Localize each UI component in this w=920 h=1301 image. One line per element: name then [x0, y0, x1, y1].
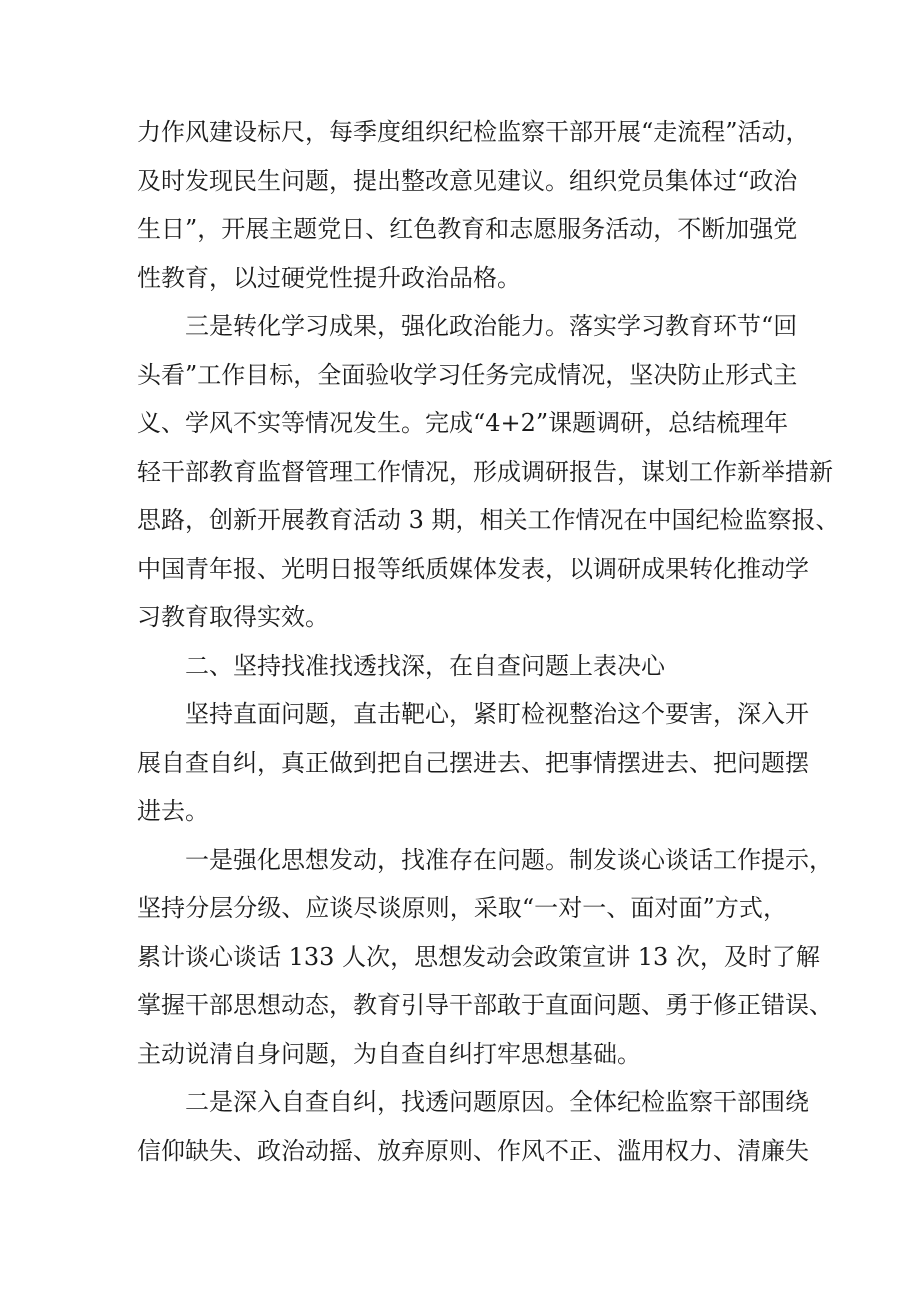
paragraph-party-education-cont	[137, 108, 810, 302]
text-line: 信仰缺失、政治动摇、放弃原则、作风不正、滥用权力、清廉失	[137, 1136, 809, 1165]
section-heading-two	[137, 642, 787, 691]
paragraph-learning-outcomes	[137, 302, 840, 642]
text-line: 展自查自纠，真正做到把自己摆进去、把事情摆进去、把问题摆	[137, 748, 809, 777]
document-body	[137, 108, 840, 1175]
text-line: 累计谈心谈话 133 人次，思想发动会政策宣讲 13 次，及时了解	[137, 942, 820, 971]
text-line: 进去。	[137, 797, 209, 825]
section-heading: 二、坚持找准找透找深，在自查问题上表决心	[185, 651, 665, 680]
paragraph-self-inspection	[137, 1078, 809, 1175]
text-line: 二是深入自查自纠，找透问题原因。全体纪检监察干部围绕	[185, 1088, 809, 1116]
text-line: 坚持分层分级、应谈尽谈原则，采取“一对一、面对面”方式，	[137, 894, 787, 922]
text-line: 坚持直面问题，直击靶心，紧盯检视整治这个要害，深入开	[185, 700, 809, 728]
text-line: 掌握干部思想动态，教育引导干部敢于直面问题、勇于修正错误、	[137, 991, 833, 1019]
text-line: 三是转化学习成果，强化政治能力。落实学习教育环节“回	[185, 312, 798, 340]
text-line: 力作风建设标尺，每季度组织纪检监察干部开展“走流程”活动，	[137, 118, 810, 146]
text-line: 头看”工作目标，全面验收学习任务完成情况，坚决防止形式主	[137, 360, 798, 389]
text-line: 习教育取得实效。	[137, 603, 329, 631]
text-line: 轻干部教育监督管理工作情况，形成调研报告，谋划工作新举措新	[137, 457, 833, 486]
text-line: 生日”，开展主题党日、红色教育和志愿服务活动，不断加强党	[137, 215, 798, 243]
text-line: 中国青年报、光明日报等纸质媒体发表，以调研成果转化推动学	[137, 554, 809, 583]
text-line: 性教育，以过硬党性提升政治品格。	[137, 263, 521, 292]
text-line: 思路，创新开展教育活动 3 期，相关工作情况在中国纪检监察报、	[137, 506, 840, 534]
text-line: 义、学风不实等情况发生。完成“4+2”课题调研，总结梳理年	[137, 409, 789, 437]
paragraph-face-problems	[137, 690, 809, 836]
paragraph-ideological-mobilization	[137, 836, 833, 1079]
text-line: 一是强化思想发动，找准存在问题。制发谈心谈话工作提示，	[185, 845, 833, 874]
text-line: 及时发现民生问题，提出整改意见建议。组织党员集体过“政治	[137, 166, 798, 195]
text-line: 主动说清自身问题，为自查自纠打牢思想基础。	[137, 1039, 641, 1068]
